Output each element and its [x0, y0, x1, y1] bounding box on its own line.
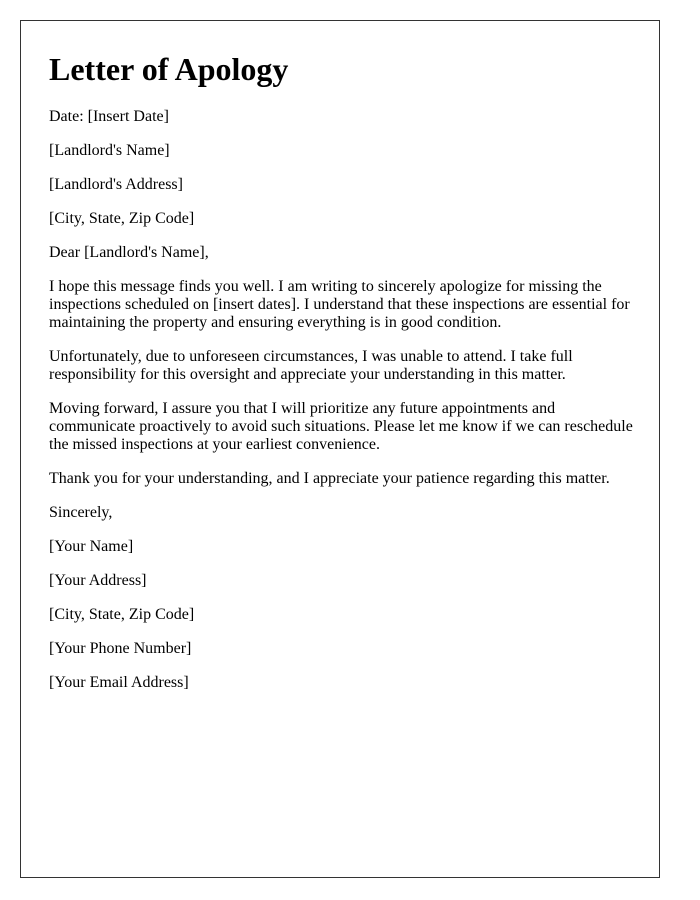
recipient-name: [Landlord's Name] — [49, 142, 170, 159]
body-paragraph-2: Unfortunately, due to unforeseen circumstances, I was unable to attend. I take full responsibility for this oversight and appreciate your understanding in this matter. — [49, 348, 573, 383]
date-line: Date: [Insert Date] — [49, 108, 169, 125]
sender-phone: [Your Phone Number] — [49, 640, 192, 657]
sender-email: [Your Email Address] — [49, 674, 189, 691]
closing: Sincerely, — [49, 504, 113, 521]
sender-name: [Your Name] — [49, 538, 134, 555]
sender-city-state-zip: [City, State, Zip Code] — [49, 606, 195, 623]
body-paragraph-4: Thank you for your understanding, and I appreciate your patience regarding this matter. — [49, 470, 610, 487]
letter-title: Letter of Apology — [49, 51, 289, 87]
sender-address: [Your Address] — [49, 572, 147, 589]
recipient-city-state-zip: [City, State, Zip Code] — [49, 210, 195, 227]
recipient-address: [Landlord's Address] — [49, 176, 183, 193]
salutation: Dear [Landlord's Name], — [49, 244, 209, 261]
body-paragraph-1: I hope this message finds you well. I am writing to sincerely apologize for missing the inspections scheduled on [insert dates]. I understand that these inspections are essential for maintaining the property and ensuring everything is in good condition. — [49, 278, 630, 331]
letter-page — [20, 20, 660, 878]
body-paragraph-3: Moving forward, I assure you that I will prioritize any future appointments and communicate proactively to avoid such situations. Please let me know if we can reschedule the missed inspections at your earliest convenience. — [49, 400, 633, 453]
